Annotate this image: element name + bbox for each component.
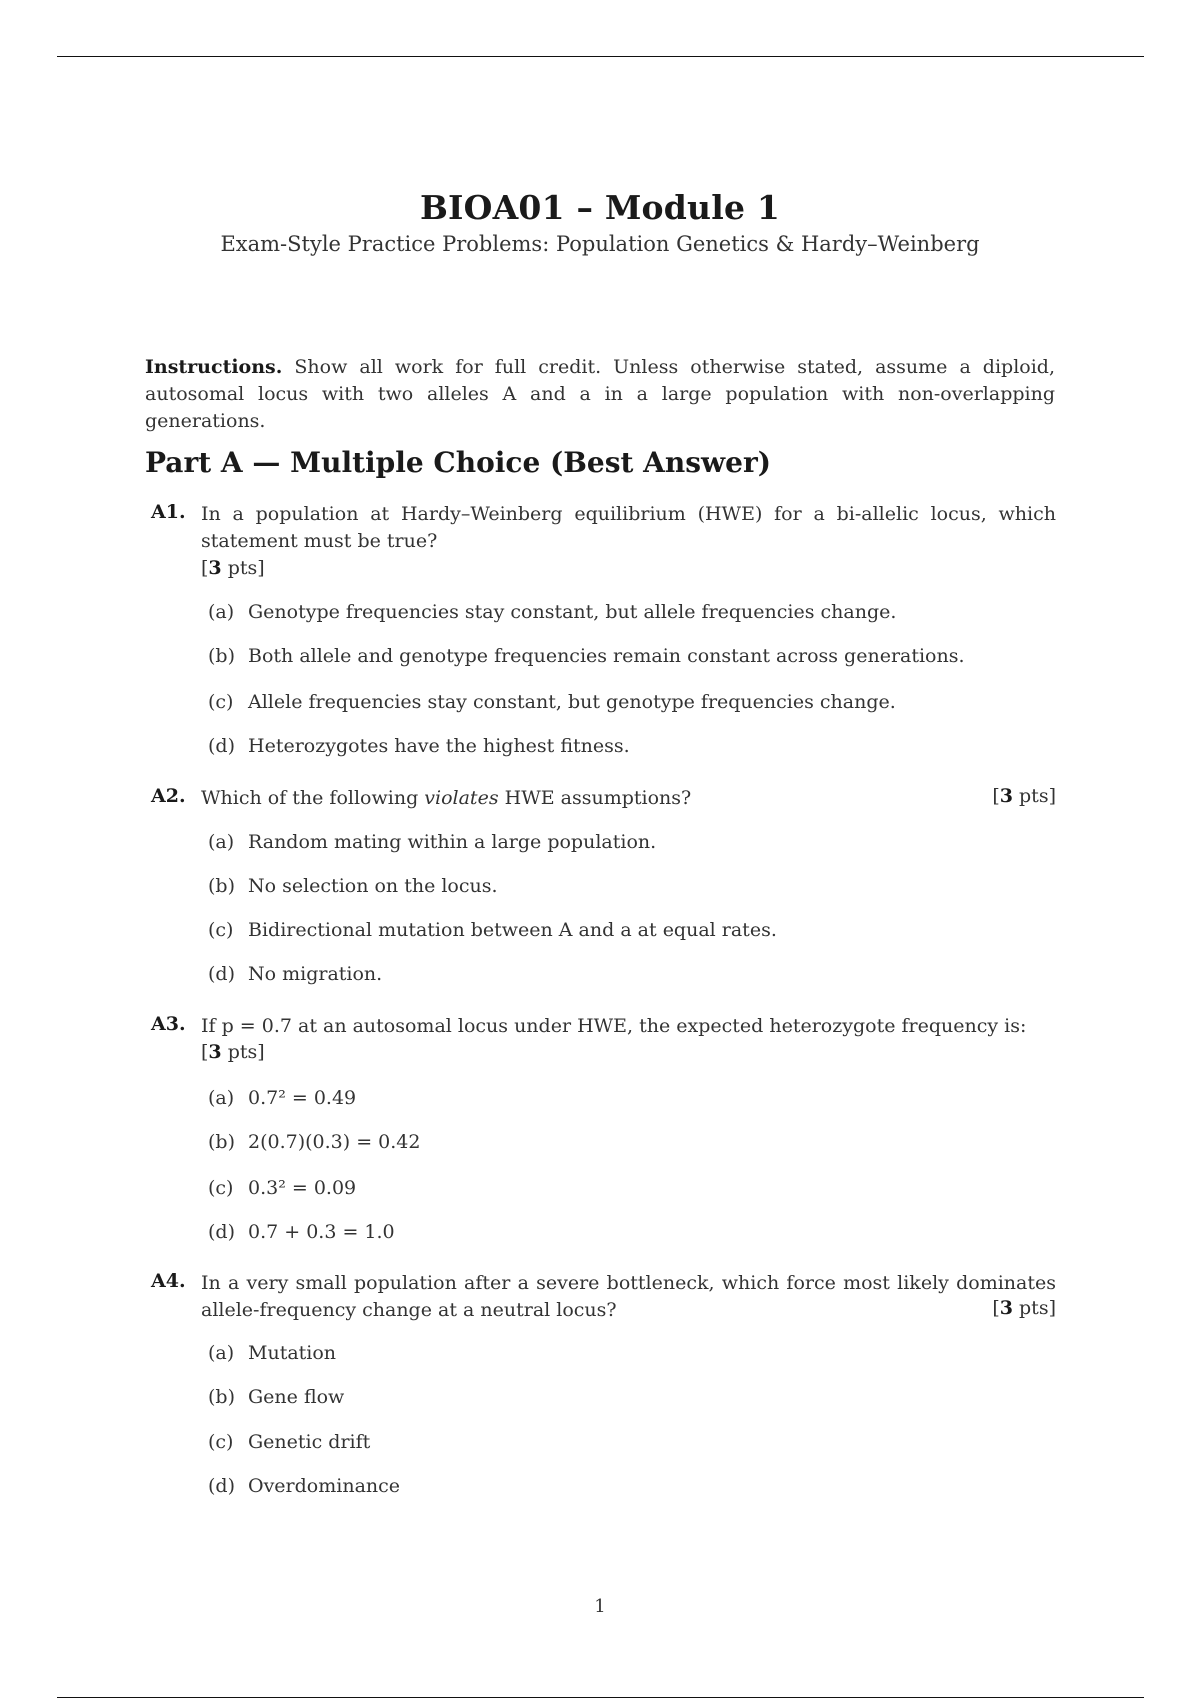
answer-option: (c) Allele frequencies stay constant, but genotype frequencies change. — [208, 691, 896, 713]
instructions-text: Show all work for full credit. Unless otherwise stated, assume a diploid, autosomal locus with two alleles A and a in a large population with non-overlapping generations. — [145, 356, 1055, 432]
top-rule — [57, 56, 1144, 57]
answer-option: (a) Mutation — [208, 1342, 337, 1364]
page-title: BIOA01 – Module 1 — [419, 188, 781, 227]
instructions-label: Instructions. — [145, 356, 283, 378]
answer-option: (d) No migration. — [208, 963, 383, 985]
question-text: In a population at Hardy–Weinberg equilibrium (HWE) for a bi-allelic locus, which statement must be true? — [201, 503, 1056, 552]
bottom-rule — [57, 1697, 1144, 1698]
answer-option: (b) 2(0.7)(0.3) = 0.42 — [208, 1131, 421, 1153]
question-number: A4. — [151, 1270, 186, 1292]
question-number: A3. — [151, 1013, 186, 1035]
answer-option: (c) Genetic drift — [208, 1431, 371, 1453]
answer-option: (a) 0.7² = 0.49 — [208, 1087, 357, 1109]
points-badge: [3 pts] — [201, 1041, 265, 1063]
answer-option: (d) 0.7 + 0.3 = 1.0 — [208, 1221, 395, 1243]
answer-option: (d) Overdominance — [208, 1475, 401, 1497]
points-badge: [3 pts] — [201, 557, 265, 579]
answer-option: (c) Bidirectional mutation between A and a at equal rates. — [208, 919, 777, 941]
points-badge: [3 pts] — [992, 785, 1056, 807]
page-subtitle: Exam-Style Practice Problems: Population Genetics & Hardy–Weinberg — [220, 232, 980, 256]
answer-option: (c) 0.3² = 0.09 — [208, 1177, 357, 1199]
question-text: If p = 0.7 at an autosomal locus under HWE, the expected heterozygote frequency is: — [201, 1015, 1027, 1037]
question-text: Which of the following violates HWE assumptions? — [201, 787, 692, 809]
points-badge: [3 pts] — [992, 1297, 1056, 1319]
question-number: A1. — [151, 501, 186, 523]
question-text: In a very small population after a severe bottleneck, which force most likely dominates allele-frequency change at a neutral locus? — [201, 1272, 1056, 1321]
instructions — [145, 354, 1055, 435]
part-a-heading: Part A — Multiple Choice (Best Answer) — [145, 446, 771, 479]
answer-option: (d) Heterozygotes have the highest fitness. — [208, 735, 630, 757]
answer-option: (a) Genotype frequencies stay constant, but allele frequencies change. — [208, 601, 897, 623]
answer-option: (b) Gene flow — [208, 1386, 345, 1408]
question-number: A2. — [151, 785, 186, 807]
page-number: 1 — [594, 1596, 606, 1617]
answer-option: (a) Random mating within a large population. — [208, 831, 657, 853]
answer-option: (b) No selection on the locus. — [208, 875, 498, 897]
answer-option: (b) Both allele and genotype frequencies remain constant across generations. — [208, 645, 965, 667]
